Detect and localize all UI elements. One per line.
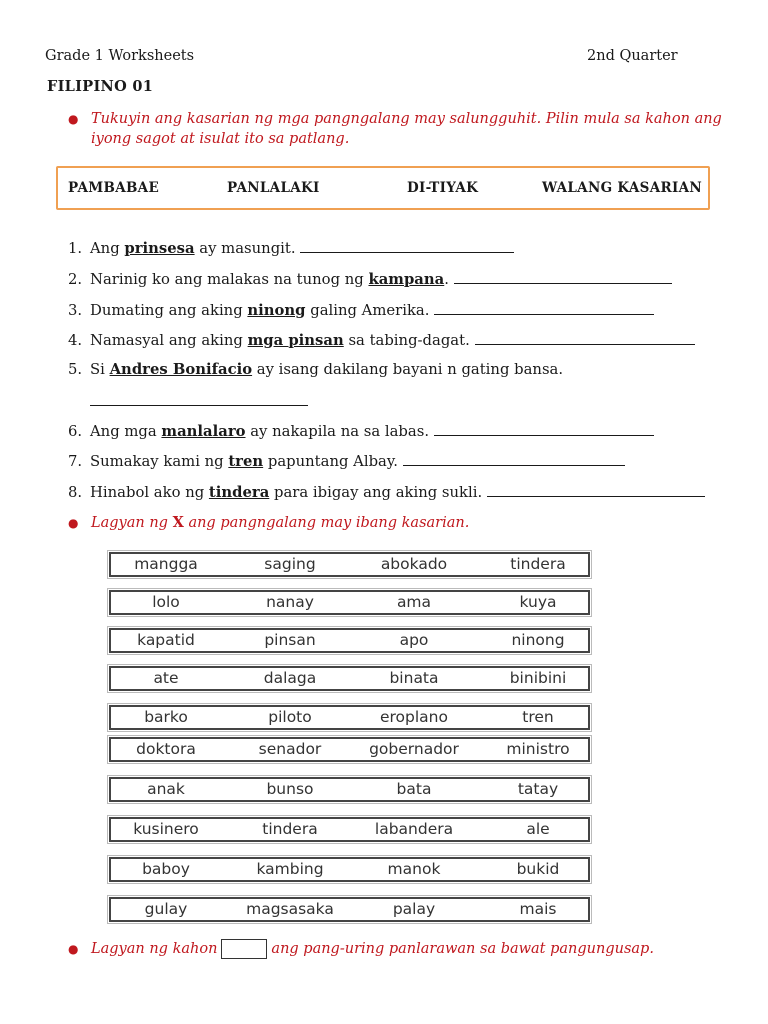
word-option[interactable]: anak	[147, 780, 185, 798]
word-option[interactable]: barko	[144, 708, 188, 726]
word-option[interactable]: piloto	[268, 708, 312, 726]
answer-blank[interactable]	[487, 482, 705, 497]
word-option[interactable]: nanay	[266, 593, 314, 611]
word-option[interactable]: ate	[153, 669, 179, 687]
list-item: 2. Narinig ko ang malakas na tunog ng kampana.	[68, 269, 672, 288]
word-row	[109, 817, 590, 842]
word-row	[109, 737, 590, 762]
word-option[interactable]: tindera	[510, 555, 566, 573]
list-item: 4. Namasyal ang aking mga pinsan sa tabing-dagat.	[68, 330, 695, 349]
word-option[interactable]: manok	[387, 860, 441, 878]
list-item: 7. Sumakay kami ng tren papuntang Albay.	[68, 451, 625, 470]
word-option[interactable]: binibini	[509, 669, 567, 687]
choice-di-tiyak: DI-TIYAK	[407, 180, 479, 196]
list-item: 3. Dumating ang aking ninong galing Amerika.	[68, 300, 654, 319]
answer-blank[interactable]	[90, 391, 308, 406]
word-option[interactable]: ama	[396, 593, 432, 611]
word-option[interactable]: bukid	[516, 860, 560, 878]
word-option[interactable]: tren	[522, 708, 554, 726]
choice-box	[56, 166, 710, 210]
answer-blank[interactable]	[475, 330, 695, 345]
list-item: 6. Ang mga manlalaro ay nakapila na sa labas.	[68, 421, 654, 440]
word-row	[109, 857, 590, 882]
word-row	[109, 897, 590, 922]
bullet-icon: ●	[68, 942, 79, 956]
word-option[interactable]: doktora	[136, 740, 196, 758]
word-option[interactable]: magsasaka	[246, 900, 334, 918]
word-option[interactable]: kambing	[256, 860, 324, 878]
word-option[interactable]: kapatid	[137, 631, 195, 649]
header-grade: Grade 1 Worksheets	[45, 48, 195, 64]
word-row	[109, 777, 590, 802]
word-option[interactable]: bunso	[266, 780, 314, 798]
word-option[interactable]: senador	[258, 740, 322, 758]
word-option[interactable]: palay	[392, 900, 436, 918]
choice-panlalaki: PANLALAKI	[227, 180, 320, 196]
word-option[interactable]: mais	[519, 900, 557, 918]
word-row	[109, 666, 590, 691]
word-row	[109, 628, 590, 653]
word-option[interactable]: tindera	[262, 820, 318, 838]
word-option[interactable]: gulay	[144, 900, 188, 918]
subject-title: FILIPINO 01	[47, 78, 154, 95]
word-option[interactable]: lolo	[152, 593, 180, 611]
answer-blank[interactable]	[300, 238, 514, 253]
sample-box	[221, 939, 267, 959]
word-option[interactable]: saging	[264, 555, 316, 573]
word-row	[109, 552, 590, 577]
word-option[interactable]: abokado	[380, 555, 448, 573]
word-option[interactable]: ministro	[506, 740, 570, 758]
answer-blank[interactable]	[403, 451, 625, 466]
word-option[interactable]: bata	[396, 780, 432, 798]
word-option[interactable]: tatay	[517, 780, 559, 798]
list-item: 8. Hinabol ako ng tindera para ibigay ang aking sukli.	[68, 482, 705, 501]
word-option[interactable]: eroplano	[379, 708, 448, 726]
instruction-3-text: Lagyan ng kahon ang pang-uring panlarawan sa bawat pangungusap.	[91, 941, 654, 957]
header-quarter: 2nd Quarter	[587, 48, 678, 64]
bullet-icon: ●	[68, 112, 79, 126]
list-item-blank-line	[90, 391, 308, 410]
answer-blank[interactable]	[434, 300, 654, 315]
instruction-1	[68, 109, 728, 151]
word-option[interactable]: apo	[399, 631, 429, 649]
choice-walang-kasarian: WALANG KASARIAN	[542, 180, 703, 196]
choice-pambabae: PAMBABAE	[68, 180, 160, 196]
instruction-2-text: Lagyan ng X ang pangngalang may ibang kasarian.	[91, 514, 470, 531]
word-option[interactable]: gobernador	[369, 740, 459, 758]
word-option[interactable]: binata	[389, 669, 439, 687]
bullet-icon: ●	[68, 516, 79, 530]
word-row	[109, 705, 590, 730]
word-option[interactable]: baboy	[142, 860, 190, 878]
instruction-3	[68, 939, 728, 963]
instruction-2	[68, 513, 728, 535]
word-option[interactable]: mangga	[134, 555, 198, 573]
answer-blank[interactable]	[434, 421, 654, 436]
word-option[interactable]: pinsan	[264, 631, 316, 649]
word-option[interactable]: labandera	[374, 820, 454, 838]
answer-blank[interactable]	[454, 269, 672, 284]
instruction-1-text: Tukuyin ang kasarian ng mga pangngalang may salungguhit. Pilin mula sa kahon ang iyong sagot at isulat ito sa patlang.	[91, 111, 722, 147]
word-option[interactable]: ale	[526, 820, 550, 838]
list-item: 1. Ang prinsesa ay masungit.	[68, 238, 514, 257]
list-item: 5. Si Andres Bonifacio ay isang dakilang bayani n gating bansa.	[68, 361, 564, 378]
word-option[interactable]: dalaga	[263, 669, 317, 687]
word-option[interactable]: kuya	[519, 593, 557, 611]
word-option[interactable]: ninong	[511, 631, 565, 649]
word-option[interactable]: kusinero	[133, 820, 199, 838]
word-row	[109, 590, 590, 615]
